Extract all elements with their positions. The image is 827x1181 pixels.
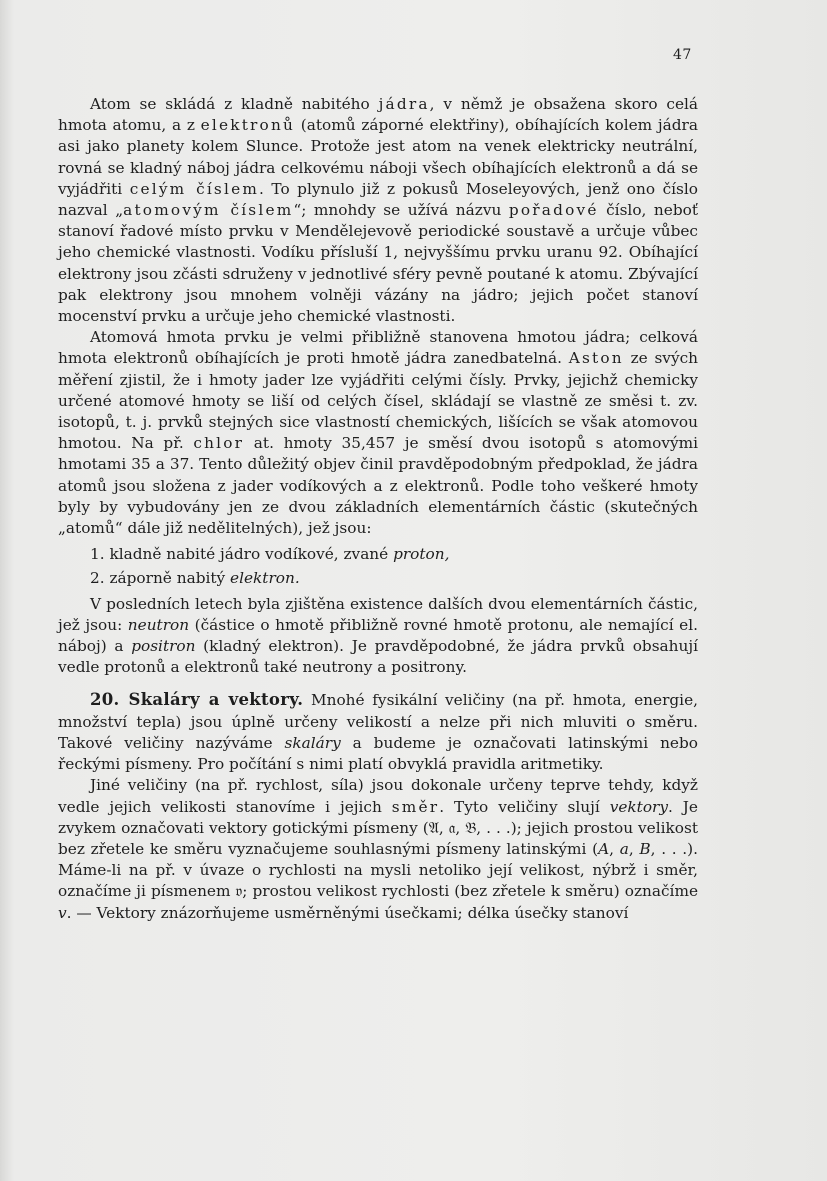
paragraph: [58, 594, 698, 679]
text-run: V posledních letech byla zjištěna existence dalších dvou elementárních částic, jež jsou:: [58, 594, 698, 634]
spaced-term: směr: [391, 797, 440, 816]
spaced-term: jádra: [378, 95, 430, 113]
spaced-term: Aston: [568, 349, 624, 368]
paragraph: [58, 94, 698, 327]
page-number: 47: [673, 47, 692, 63]
spaced-term: elektronů: [200, 116, 296, 135]
paragraph: [58, 775, 698, 923]
text-run: Jiné veličiny (na př. rychlost, síla) jsou dokonale určeny teprve tehdy, když vedle jejich velikosti stanovíme i jejich: [58, 776, 698, 816]
text-run: . Tyto veličiny slují: [439, 797, 610, 816]
body-text: [58, 94, 698, 924]
text-run: (kladný elektron). Je pravděpodobné, že jádra prvků obsahují vedle protonů a elektronů také neutrony a positrony.: [58, 637, 699, 677]
text-run: Atom se skládá z kladně nabitého: [90, 95, 379, 113]
text-run: Atomová hmota prvku je velmi přibližně stanovena hmotou jádra; celková hmota elektronů obíhajících je proti hmotě jádra zanedbatelná.: [58, 328, 698, 368]
italic-term: vektory: [609, 797, 668, 816]
italic-term: neutron: [127, 615, 190, 634]
paragraph: [58, 327, 698, 539]
spaced-term: atomovým číslem: [123, 201, 294, 220]
paragraphs-block: [58, 94, 698, 539]
text-run: . — Vektory znázorňujeme usměrněnými úsečkami; délka úsečky stanoví: [66, 903, 629, 922]
italic-term: v: [58, 903, 67, 922]
italic-term: A: [598, 839, 610, 858]
text-run: 2. záporně nabitý: [90, 569, 231, 588]
section-first-paragraph: [58, 689, 698, 775]
text-run: Mnohé fysikální veličiny (na př. hmota, energie, množství tepla) jsou úplně určeny velikostí a nelze při nich mluviti o směru. Takové veličiny nazýváme: [58, 691, 698, 752]
particle-list: [58, 544, 698, 589]
text-run: (atomů záporné elektřiny), obíhajících kolem jádra asi jako planety kolem Slunce. Protože jest atom na venek elektricky neutrální, rovná se kladný náboj jádra celkovému náboji všech obíhajících elektronů a dá se vyjádřiti: [58, 116, 698, 198]
section-number: 20.: [90, 690, 129, 710]
text-run: číslo, neboť stanoví řadové místo prvku v Mendělejevově periodické soustavě a určuje vůbec jeho chemické vlastnosti. Vodíku přísluší 1, nejvyššímu prvku uranu 92. Obíhající elektrony jsou zčásti sdruženy v jednotlivé sféry pevně poutané k atomu. Zbývající pak elektrony jsou mnohem volněji vázány na jádro; jejich počet stanoví mocenství prvku a určuje jeho chemické vlastnosti.: [58, 201, 698, 326]
italic-term: skaláry: [284, 733, 341, 752]
italic-term: elektron.: [230, 569, 300, 588]
text-run: ,: [609, 839, 620, 858]
text-run: “; mnohdy se užívá názvu: [293, 201, 509, 220]
text-run: 1. kladně nabité jádro vodíkové, zvané: [90, 545, 394, 564]
italic-term: B: [639, 839, 651, 858]
text-run: at. hmoty 35,457 je směsí dvou isotopů s atomovými hmotami 35 a 37. Tento důležitý objev činil pravděpodobným předpoklad, že jádra atomů jsou složena z jader vodíkových a z elektronů. Podle toho veškeré hmoty byly by vybudovány jen ze dvou základních elementárních částic (skutečných „atomů“ dále již nedělitelných), jež jsou:: [58, 434, 698, 538]
italic-term: a: [619, 839, 629, 858]
section-heading: [90, 690, 303, 709]
text-run: (částice o hmotě přibližně rovné hmotě protonu, ale nemající el. náboj) a: [58, 615, 698, 656]
section-title: Skaláry a vektory.: [128, 690, 304, 710]
spaced-term: chlor: [193, 434, 245, 453]
text-run: , . . .). Máme-li na př. v úvaze o rychlosti na mysli netoliko její velikost, nýbrž i směr, označíme ji písmenem 𝔳; prostou velikost rychlosti (bez zřetele k směru) označíme: [58, 839, 698, 901]
text-run: . Je zvykem označovati vektory gotickými písmeny (𝔄, 𝔞, 𝔅, . . .); jejich prostou velikost bez zřetele ke směru vyznačujeme souhlasnými písmeny latinskými (: [58, 797, 698, 858]
paragraphs-after-block: [58, 594, 698, 679]
italic-term: proton,: [393, 545, 450, 564]
section-20: [58, 689, 698, 923]
text-run: . To plynulo již z pokusů Moseleyových, jenž ono číslo nazval „: [58, 179, 698, 220]
spaced-term: pořadové: [508, 201, 599, 220]
italic-term: positron: [131, 637, 196, 656]
text-run: , v němž je obsažena skoro celá hmota atomu, a z: [58, 95, 699, 135]
text-run: a budeme je označovati latinskými nebo řeckými písmeny. Pro počítání s nimi platí obvyklá pravidla aritmetiky.: [58, 733, 698, 774]
text-run: ,: [628, 839, 640, 858]
text-run: ze svých měření zjistil, že i hmoty jader lze vyjádřiti celými čísly. Prvky, jejichž chemicky určené atomové hmoty se liší od celých čísel, skládají se vlastně ze směsi t. zv. isotopů, t. j. prvků stejných sice vlastností chemických, lišících se však atomovou hmotou. Na př.: [58, 349, 699, 453]
spaced-term: celým číslem: [129, 179, 260, 198]
list-item: [58, 568, 698, 589]
list-item: [58, 544, 698, 565]
